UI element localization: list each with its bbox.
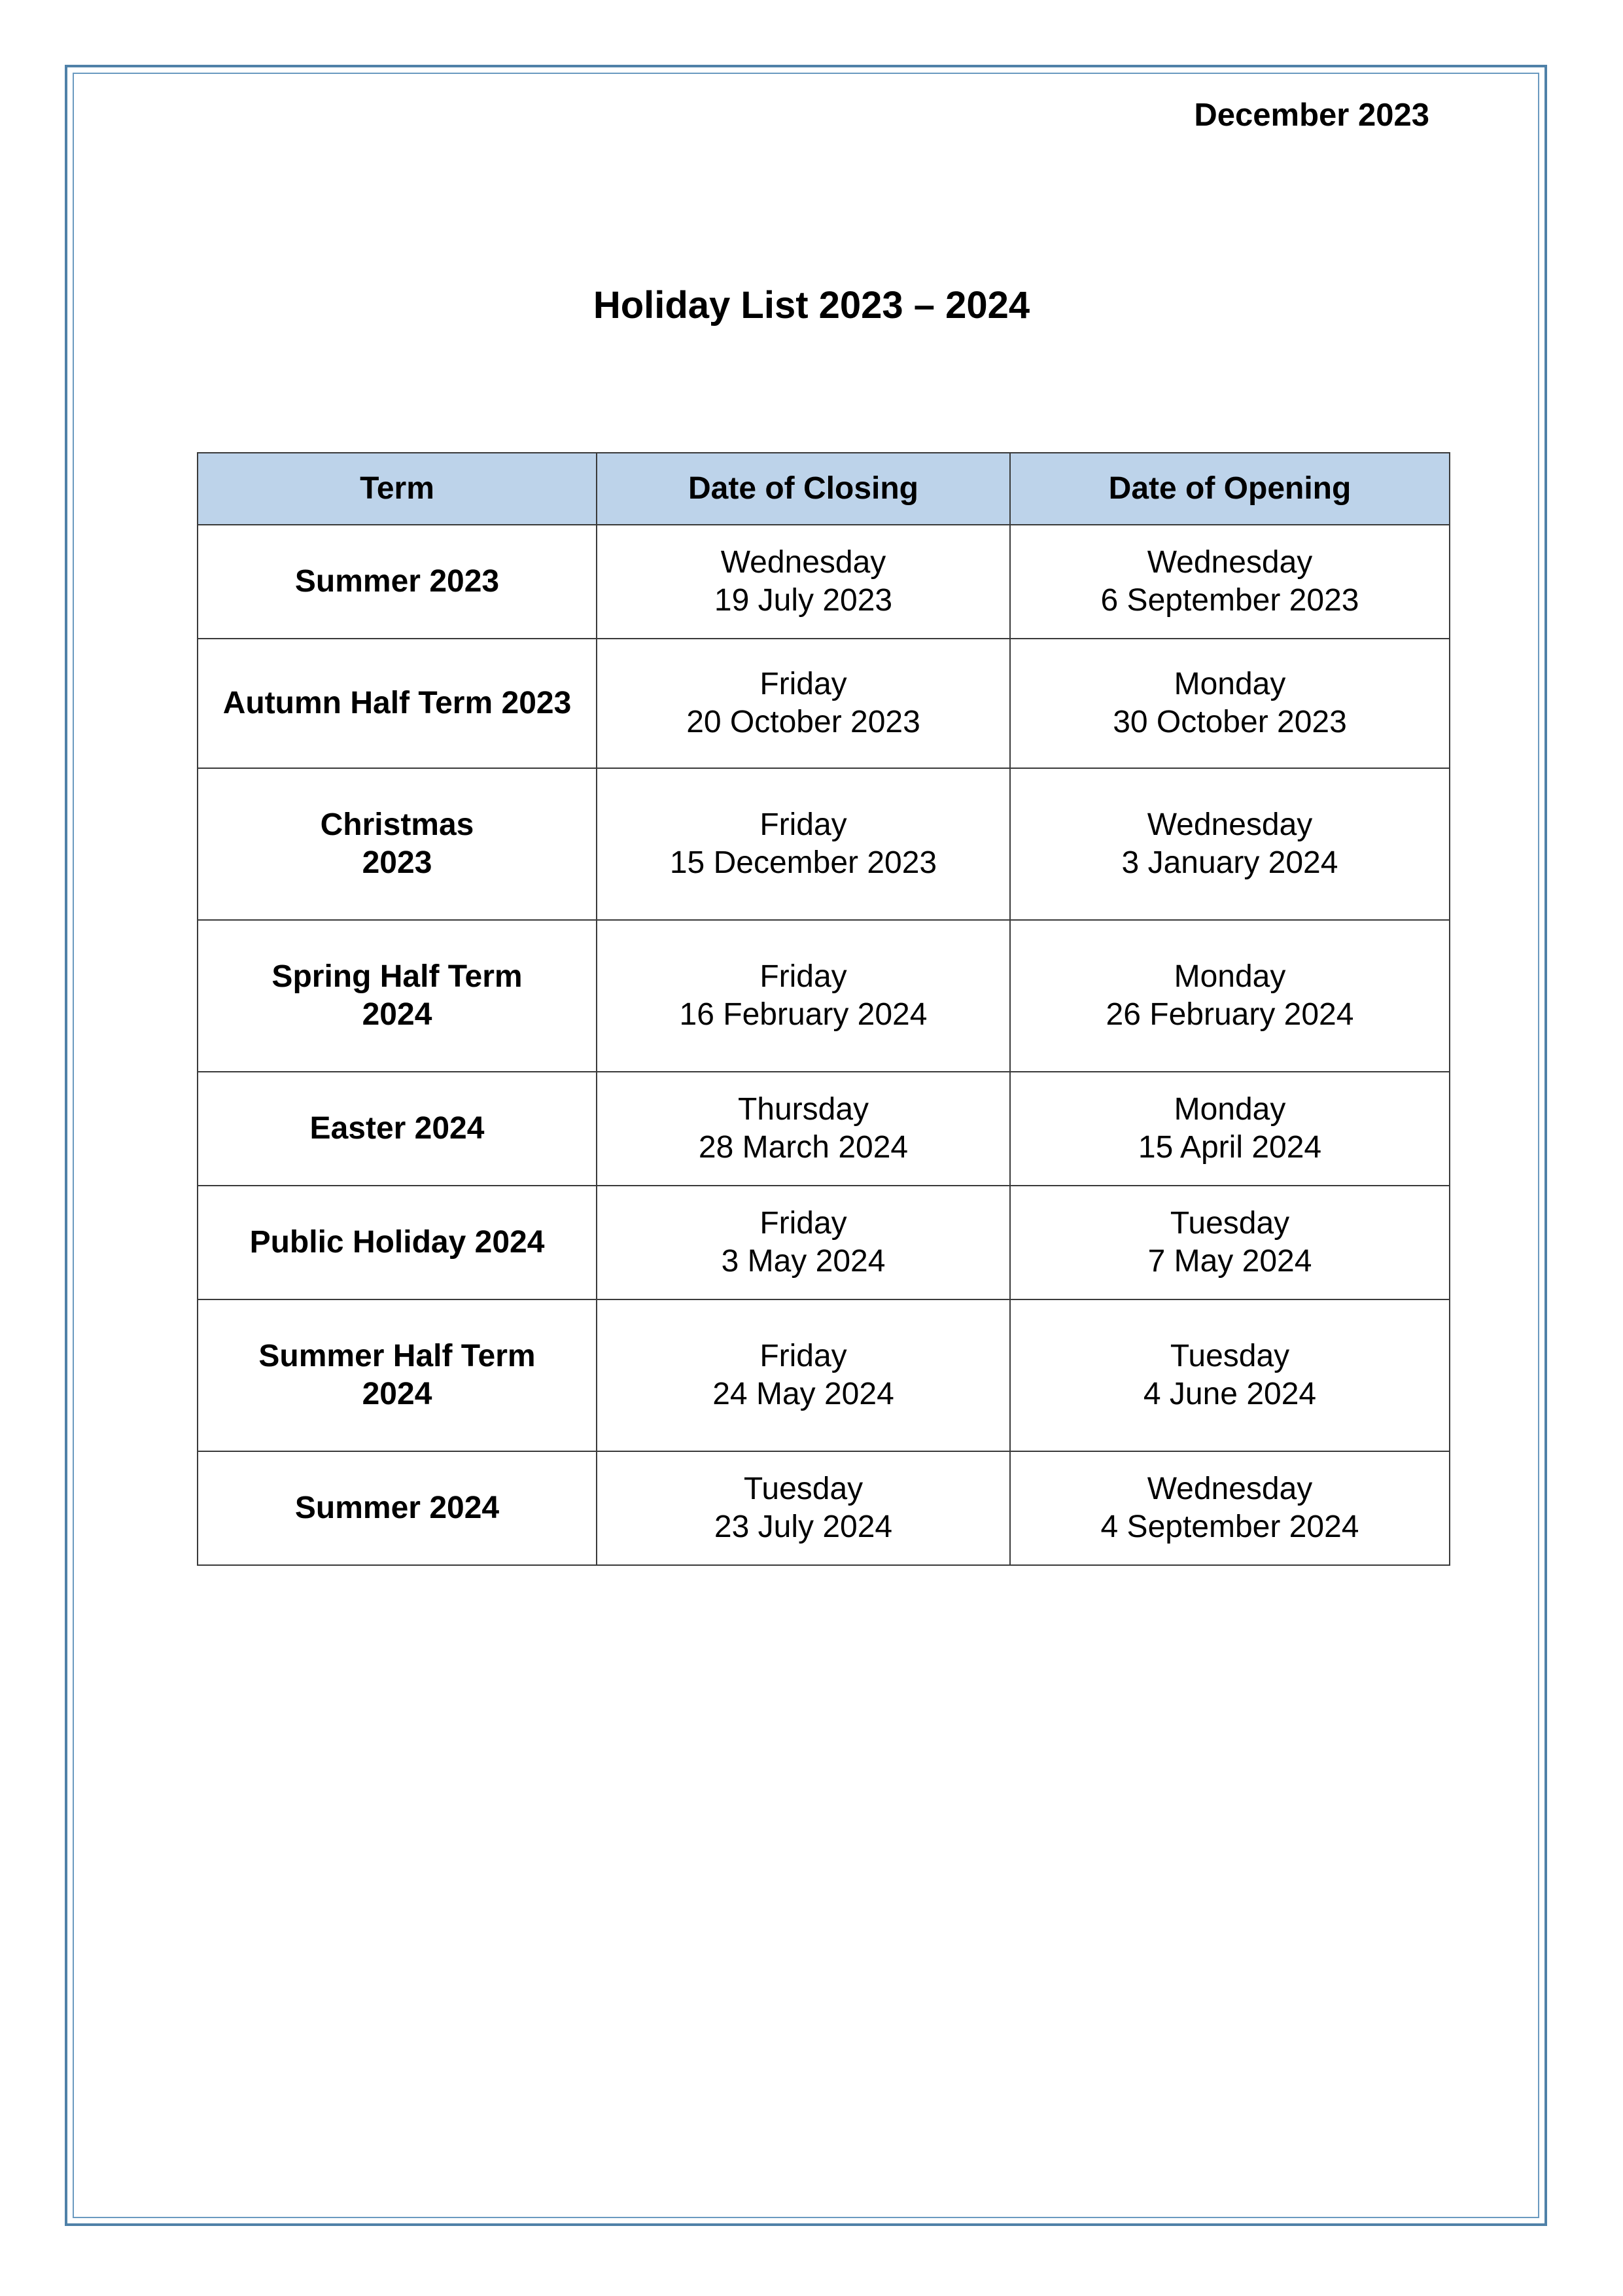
opening-date: 4 September 2024 [1100, 1510, 1359, 1544]
closing-date: 23 July 2024 [714, 1510, 893, 1544]
term-cell [198, 1451, 597, 1565]
term-label: Summer 2023 [294, 564, 500, 599]
closing-weekday: Friday [759, 807, 847, 842]
closing-date: 19 July 2023 [714, 583, 893, 618]
closing-date-cell [597, 1186, 1010, 1299]
closing-date-cell [597, 525, 1010, 639]
closing-weekday: Friday [759, 1206, 847, 1241]
term-label: Summer 2024 [294, 1491, 500, 1525]
term-label: Spring Half Term [271, 959, 523, 994]
closing-date-cell [597, 768, 1010, 920]
header-date-of-closing: Date of Closing [597, 453, 1010, 525]
opening-date-cell [1010, 768, 1450, 920]
term-label: 2023 [362, 845, 432, 880]
closing-date: 3 May 2024 [721, 1244, 886, 1279]
opening-date: 6 September 2023 [1100, 583, 1359, 618]
closing-date-cell [597, 1451, 1010, 1565]
table-row [198, 1451, 1450, 1565]
closing-date: 28 March 2024 [698, 1130, 909, 1165]
closing-date: 24 May 2024 [712, 1377, 894, 1411]
term-cell [198, 920, 597, 1072]
term-cell [198, 1299, 597, 1451]
opening-date-cell [1010, 920, 1450, 1072]
opening-date-cell [1010, 1299, 1450, 1451]
opening-weekday: Monday [1174, 667, 1286, 701]
opening-date: 7 May 2024 [1147, 1244, 1312, 1279]
term-label: Christmas [320, 807, 474, 842]
table-row [198, 1186, 1450, 1299]
header-term: Term [198, 453, 597, 525]
table-row [198, 768, 1450, 920]
term-cell [198, 639, 597, 768]
closing-weekday: Wednesday [720, 545, 886, 580]
closing-date: 16 February 2024 [679, 997, 928, 1032]
closing-weekday: Friday [759, 667, 847, 701]
opening-weekday: Tuesday [1170, 1339, 1290, 1373]
opening-date: 26 February 2024 [1106, 997, 1354, 1032]
table-header-row [198, 453, 1450, 525]
opening-weekday: Monday [1174, 959, 1286, 994]
term-label: 2024 [362, 997, 432, 1032]
holiday-table [197, 452, 1450, 1566]
opening-date: 4 June 2024 [1143, 1377, 1317, 1411]
term-cell [198, 768, 597, 920]
term-cell [198, 1186, 597, 1299]
closing-date-cell [597, 920, 1010, 1072]
opening-date: 30 October 2023 [1113, 705, 1347, 739]
opening-date: 3 January 2024 [1121, 845, 1338, 880]
table-row [198, 1299, 1450, 1451]
table-row [198, 920, 1450, 1072]
closing-date-cell [597, 1072, 1010, 1186]
opening-weekday: Wednesday [1147, 1472, 1313, 1506]
document-title: Holiday List 2023 – 2024 [593, 284, 1030, 327]
table-row [198, 525, 1450, 639]
closing-weekday: Friday [759, 1339, 847, 1373]
closing-date: 20 October 2023 [686, 705, 920, 739]
opening-weekday: Wednesday [1147, 545, 1313, 580]
table-row [198, 639, 1450, 768]
table-row [198, 1072, 1450, 1186]
closing-weekday: Thursday [737, 1092, 869, 1127]
opening-date: 15 April 2024 [1138, 1130, 1322, 1165]
closing-date-cell [597, 639, 1010, 768]
opening-date-cell [1010, 639, 1450, 768]
opening-date-cell [1010, 1072, 1450, 1186]
table-body [198, 525, 1450, 1565]
closing-date: 15 December 2023 [669, 845, 937, 880]
opening-weekday: Wednesday [1147, 807, 1313, 842]
term-cell [198, 525, 597, 639]
opening-weekday: Tuesday [1170, 1206, 1290, 1241]
term-label: Easter 2024 [309, 1111, 485, 1146]
opening-date-cell [1010, 525, 1450, 639]
term-label: Public Holiday 2024 [249, 1225, 545, 1260]
term-label: Autumn Half Term 2023 [222, 686, 572, 720]
opening-date-cell [1010, 1186, 1450, 1299]
document-date: December 2023 [1194, 97, 1429, 133]
term-cell [198, 1072, 597, 1186]
closing-weekday: Friday [759, 959, 847, 994]
opening-weekday: Monday [1174, 1092, 1286, 1127]
term-label: 2024 [362, 1377, 432, 1411]
closing-date-cell [597, 1299, 1010, 1451]
opening-date-cell [1010, 1451, 1450, 1565]
header-date-of-opening: Date of Opening [1010, 453, 1450, 525]
closing-weekday: Tuesday [743, 1472, 864, 1506]
term-label: Summer Half Term [258, 1339, 536, 1373]
